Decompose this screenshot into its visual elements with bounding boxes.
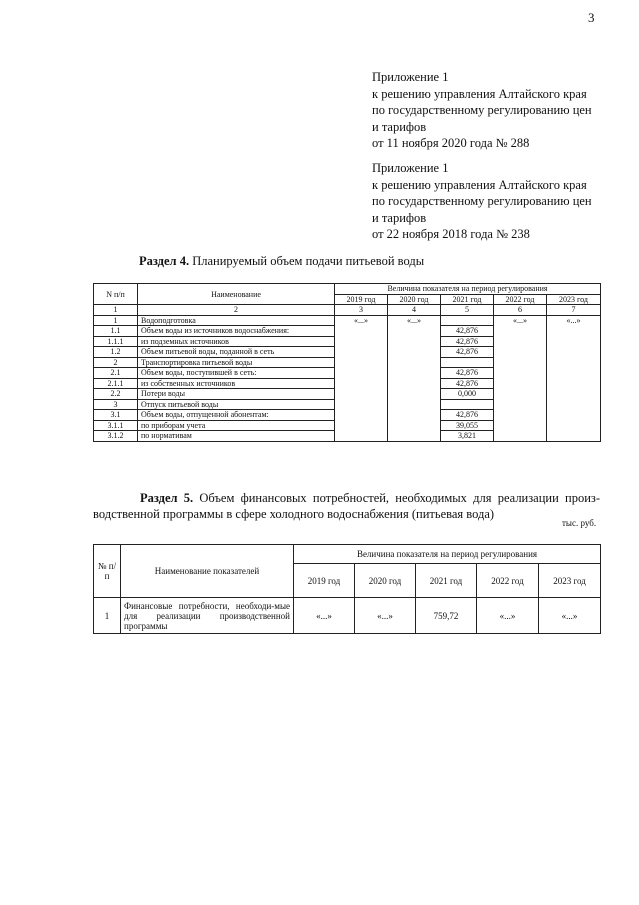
page-number: 3 bbox=[588, 10, 595, 25]
value-2019: «...» bbox=[335, 315, 388, 441]
header-year: 2019 год bbox=[294, 564, 355, 598]
row-num: 2.1 bbox=[94, 368, 138, 379]
section5-title-line1: Объем финансовых потребностей, необходимых для реализации произ- bbox=[199, 491, 600, 505]
value-2021 bbox=[441, 315, 494, 326]
header-year: 2020 год bbox=[388, 294, 441, 305]
value-2021: 42,876 bbox=[441, 326, 494, 337]
value-2021: 42,876 bbox=[441, 336, 494, 347]
value-2023: «...» bbox=[539, 598, 601, 634]
header-year: 2022 год bbox=[477, 564, 539, 598]
section5-title bbox=[93, 490, 600, 522]
section4-title bbox=[139, 254, 424, 269]
header-name: Наименование показателей bbox=[121, 545, 294, 598]
appendix-header-new bbox=[372, 69, 592, 152]
section4-title-text: Планируемый объем подачи питьевой воды bbox=[192, 254, 425, 268]
unit-label: тыс. руб. bbox=[562, 518, 597, 528]
row-num: 3.1 bbox=[94, 410, 138, 421]
column-index: 2 bbox=[138, 305, 335, 316]
value-2023: «...» bbox=[547, 315, 601, 441]
column-index: 4 bbox=[388, 305, 441, 316]
section5-prefix: Раздел 5. bbox=[140, 491, 194, 505]
value-2022: «...» bbox=[477, 598, 539, 634]
appendix-line: и тарифов bbox=[372, 210, 427, 225]
value-2021: 42,876 bbox=[441, 378, 494, 389]
header-num: N п/п bbox=[94, 284, 138, 305]
row-num: 1 bbox=[94, 315, 138, 326]
header-value: Величина показателя на период регулирования bbox=[294, 545, 601, 564]
section5-table bbox=[93, 544, 601, 634]
row-num: 1.1 bbox=[94, 326, 138, 337]
section4-prefix: Раздел 4. bbox=[139, 254, 190, 268]
header-year: 2023 год bbox=[547, 294, 601, 305]
section4-table bbox=[93, 283, 601, 442]
appendix-line: Приложение 1 bbox=[372, 70, 449, 84]
column-index: 3 bbox=[335, 305, 388, 316]
table-row bbox=[94, 315, 601, 326]
row-name: Отпуск питьевой воды bbox=[138, 399, 335, 410]
value-2021 bbox=[441, 399, 494, 410]
appendix-line: по государственному регулированию цен bbox=[372, 103, 592, 117]
appendix-line: по государственному регулированию цен bbox=[372, 194, 592, 208]
row-name: из собственных источников bbox=[138, 378, 335, 389]
row-name: Потери воды bbox=[138, 389, 335, 400]
row-num: 2.1.1 bbox=[94, 378, 138, 389]
row-num: 3.1.1 bbox=[94, 420, 138, 431]
value-2021: 42,876 bbox=[441, 368, 494, 379]
header-year: 2019 год bbox=[335, 294, 388, 305]
value-2021: 39,055 bbox=[441, 420, 494, 431]
row-name: Объем воды, поступившей в сеть: bbox=[138, 368, 335, 379]
row-name: Объем питьевой воды, поданной в сеть bbox=[138, 347, 335, 358]
row-name: Водоподготовка bbox=[138, 315, 335, 326]
row-num: 1 bbox=[94, 598, 121, 634]
header-value: Величина показателя на период регулирования bbox=[335, 284, 601, 295]
row-num: 1.2 bbox=[94, 347, 138, 358]
header-num: № п/п bbox=[94, 545, 121, 598]
value-2021 bbox=[441, 357, 494, 368]
row-num: 2 bbox=[94, 357, 138, 368]
value-2020: «...» bbox=[388, 315, 441, 441]
header-year: 2021 год bbox=[441, 294, 494, 305]
row-name: из подземных источников bbox=[138, 336, 335, 347]
value-2021: 3,821 bbox=[441, 431, 494, 442]
row-name: Финансовые потребности, необходи-мые для реализации производственной программы bbox=[121, 598, 294, 634]
table-row bbox=[94, 598, 601, 634]
row-name: Транспортировка питьевой воды bbox=[138, 357, 335, 368]
row-num: 3.1.2 bbox=[94, 431, 138, 442]
value-2021: 42,876 bbox=[441, 347, 494, 358]
row-num: 3 bbox=[94, 399, 138, 410]
column-index: 6 bbox=[494, 305, 547, 316]
value-2020: «...» bbox=[355, 598, 416, 634]
value-2019: «...» bbox=[294, 598, 355, 634]
column-index: 5 bbox=[441, 305, 494, 316]
value-2021: 759,72 bbox=[416, 598, 477, 634]
header-year: 2021 год bbox=[416, 564, 477, 598]
row-name: по приборам учета bbox=[138, 420, 335, 431]
value-2021: 42,876 bbox=[441, 410, 494, 421]
column-index: 1 bbox=[94, 305, 138, 316]
appendix-line: и тарифов bbox=[372, 119, 427, 134]
appendix-line: к решению управления Алтайского края bbox=[372, 86, 587, 101]
row-num: 1.1.1 bbox=[94, 336, 138, 347]
appendix-header-old bbox=[372, 160, 592, 243]
section5-title-line2: водственной программы в сфере холодного водоснабжения (питьевая вода) bbox=[93, 507, 495, 521]
appendix-line: от 11 ноября 2020 года № 288 bbox=[372, 136, 530, 150]
header-name: Наименование bbox=[138, 284, 335, 305]
appendix-line: Приложение 1 bbox=[372, 161, 449, 175]
row-name: Объем воды из источников водоснабжения: bbox=[138, 326, 335, 337]
row-num: 2.2 bbox=[94, 389, 138, 400]
value-2021: 0,000 bbox=[441, 389, 494, 400]
appendix-line: от 22 ноября 2018 года № 238 bbox=[372, 227, 530, 241]
appendix-line: к решению управления Алтайского края bbox=[372, 177, 587, 192]
value-2022: «...» bbox=[494, 315, 547, 441]
row-name: по нормативам bbox=[138, 431, 335, 442]
header-year: 2020 год bbox=[355, 564, 416, 598]
row-name: Объем воды, отпущенной абонентам: bbox=[138, 410, 335, 421]
header-year: 2022 год bbox=[494, 294, 547, 305]
header-year: 2023 год bbox=[539, 564, 601, 598]
column-index: 7 bbox=[547, 305, 601, 316]
